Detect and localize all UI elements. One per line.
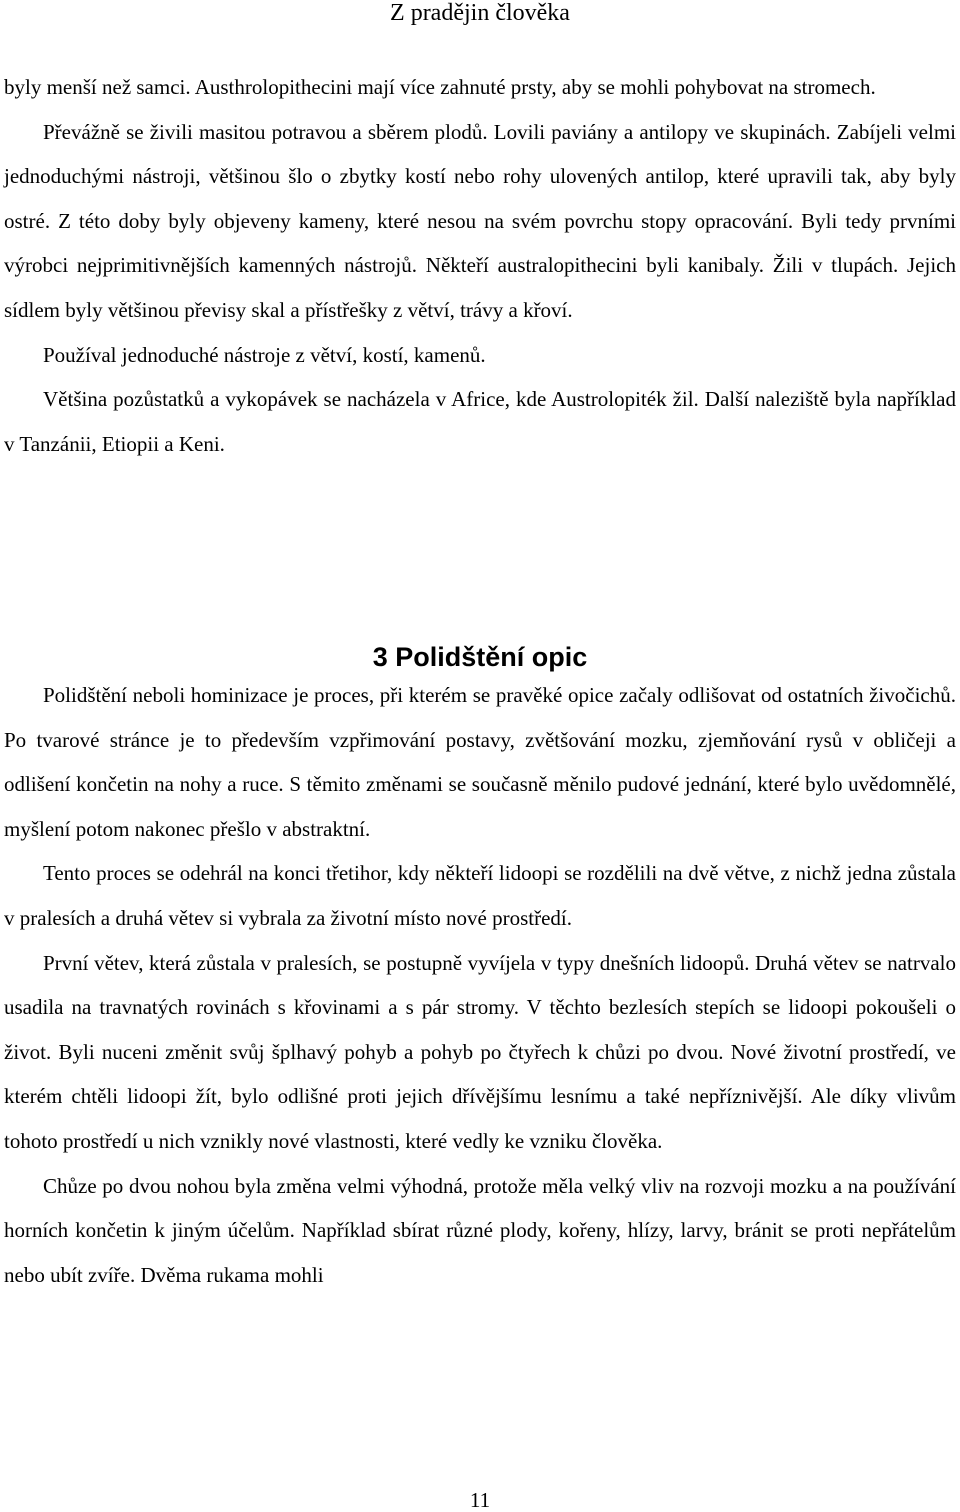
section-text bbox=[4, 673, 956, 1297]
continuation-text bbox=[4, 65, 956, 466]
paragraph: Chůze po dvou nohou byla změna velmi výhodná, protože měla velký vliv na rozvoji mozku a na používání horních končetin k jiným účelům. Například sbírat různé plody, kořeny, hlízy, larvy, bránit se proti nepřátelům nebo ubít zvíře. Dvěma rukama mohli bbox=[4, 1173, 956, 1287]
paragraph: byly menší než samci. Austhrolopithecini mají více zahnuté prsty, aby se mohli pohybovat na stromech. bbox=[4, 75, 876, 99]
paragraph: První větev, která zůstala v pralesích, se postupně vyvíjela v typy dnešních lidoopů. Druhá větev se natrvalo usadila na travnatých rovinách s křovinami a s pár stromy. V těchto bezlesích stepích se lidoopi pokoušeli o život. Byli nuceni změnit svůj šplhavý pohyb a pohyb po čtyřech k chůzi po dvou. Nové životní prostředí, ve kterém chtěli lidoopi žít, bylo odlišné proti jejich dřívějšímu lesnímu a také nepříznivější. Ale díky vlivům tohoto prostředí u nich vznikly nové vlastnosti, které vedly ke vzniku člověka. bbox=[4, 950, 956, 1153]
paragraph: Polidštění neboli hominizace je proces, při kterém se pravěké opice začaly odlišovat od ostatních živočichů. Po tvarové stránce je to především vzpřimování postavy, zvětšování mozku, zjemňování rysů v obličeji a odlišení končetin na nohy a ruce. S těmito změnami se současně měnilo pudové jednání, které bylo uvědomnělé, myšlení potom nakonec přešlo v abstraktní. bbox=[4, 683, 956, 841]
page-number: 11 bbox=[469, 1488, 491, 1512]
paragraph: Převážně se živili masitou potravou a sběrem plodů. Lovili paviány a antilopy ve skupinách. Zabíjeli velmi jednoduchými nástroji, většinou šlo o zbytky kostí nebo rohy ulovených antilop, které upravili tak, aby byly ostré. Z této doby byly objeveny kameny, které nesou na svém povrchu stopy opracování. Byli tedy prvními výrobci nejprimitivnějších kamenných nástrojů. Někteří australopithecini byli kanibaly. Žili v tlupách. Jejich sídlem byly většinou převisy skal a přístřešky z větví, trávy a křoví. bbox=[4, 119, 956, 322]
paragraph: Tento proces se odehrál na konci třetihor, kdy někteří lidoopi se rozdělili na dvě větve, z nichž jedna zůstala v pralesích a druhá větev si vybrala za životní místo nové prostředí. bbox=[4, 861, 956, 930]
section-heading: 3 Polidštění opic bbox=[372, 642, 588, 672]
paragraph: Používal jednoduché nástroje z větví, kostí, kamenů. bbox=[43, 342, 486, 367]
running-header: Z pradějin člověka bbox=[390, 0, 570, 26]
paragraph: Většina pozůstatků a vykopávek se nacházela v Africe, kde Austrolopiték žil. Další naleziště byla například v Tanzánii, Etiopii a Keni. bbox=[4, 387, 956, 456]
